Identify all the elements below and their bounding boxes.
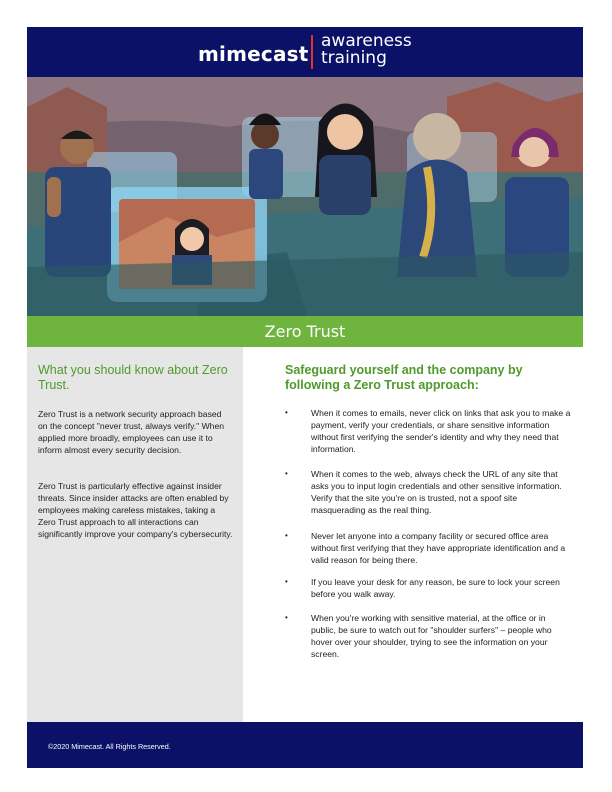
copyright-text: ©2020 Mimecast. All Rights Reserved.	[48, 742, 171, 751]
tip-item-web: When it comes to the web, always check the URL of any site that asks you to input login credentials and other sensitive information. Verify that the site you're on is trusted, not a spoof site masquerading as the real thing.	[311, 469, 562, 515]
bullet-icon: •	[285, 408, 288, 417]
brand-tagline-line1: awareness	[321, 31, 412, 51]
hero-illustration	[27, 77, 583, 316]
tip-item-shoulder-surfers: When you're working with sensitive material, at the office or in public, be sure to watch out for "shoulder surfers" – people who hover over your shoulder, trying to see the information on your screen.	[311, 613, 552, 659]
title-banner	[27, 316, 583, 347]
tip-item-emails: When it comes to emails, never click on links that ask you to make a payment, verify your credentials, or share sensitive information without first verifying the sender's identity and why they need that information.	[311, 408, 571, 454]
left-paragraph-1: Zero Trust is a network security approach based on the concept "never trust, always verify." When applied more broadly, employees can use it to inform almost every security decision.	[38, 409, 225, 455]
brand-tagline-line2: training	[321, 48, 387, 68]
bullet-icon: •	[285, 577, 288, 586]
brand-logo: mimecast	[198, 42, 309, 66]
tip-item-facility: Never let anyone into a company facility or secured office area without first verifying that they have appropriate identification and a valid reason for being there.	[311, 531, 566, 565]
page-title: Zero Trust	[264, 322, 346, 341]
office-scene-illustration	[27, 77, 583, 316]
right-heading: Safeguard yourself and the company by following a Zero Trust approach:	[285, 363, 523, 392]
bullet-icon: •	[285, 531, 288, 540]
left-paragraph-2: Zero Trust is particularly effective against insider threats. Since insider attacks are often enabled by employees making careless mistakes, taking a Zero Trust approach to all interactions can significantly improve your company's cybersecurity.	[38, 481, 233, 539]
left-heading: What you should know about Zero Trust.	[38, 363, 228, 392]
bullet-icon: •	[285, 613, 288, 622]
tip-item-lock-screen: If you leave your desk for any reason, be sure to lock your screen before you walk away.	[311, 577, 560, 599]
bullet-icon: •	[285, 469, 288, 478]
brand-tagline	[321, 33, 412, 67]
logo-divider	[311, 35, 313, 69]
